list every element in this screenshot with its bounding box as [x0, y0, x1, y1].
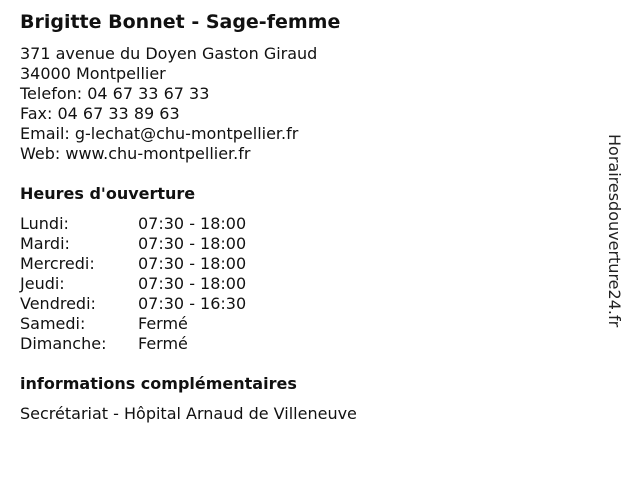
- day-label: Lundi:: [20, 214, 69, 233]
- day-label: Mardi:: [20, 234, 70, 253]
- hours-value: 07:30 - 18:00: [138, 254, 247, 273]
- address-city: 34000 Montpellier: [20, 64, 166, 83]
- additional-info-heading: informations complémentaires: [20, 374, 297, 393]
- day-label: Samedi:: [20, 314, 86, 333]
- hours-row-tuesday: [20, 234, 340, 254]
- contact-block: [20, 44, 317, 164]
- hours-value: 07:30 - 18:00: [138, 234, 247, 253]
- email-address: Email: g-lechat@chu-montpellier.fr: [20, 124, 299, 143]
- additional-info-text: Secrétariat - Hôpital Arnaud de Villeneuve: [20, 404, 357, 423]
- site-watermark: Horairesdouverture24.fr: [605, 134, 624, 328]
- hours-value: Fermé: [138, 334, 188, 353]
- phone-number: Telefon: 04 67 33 67 33: [20, 84, 210, 103]
- address-street: 371 avenue du Doyen Gaston Giraud: [20, 44, 318, 63]
- hours-value: 07:30 - 18:00: [138, 274, 247, 293]
- hours-row-sunday: [20, 334, 340, 354]
- hours-value: Fermé: [138, 314, 188, 333]
- opening-hours-table: [20, 214, 340, 354]
- page-title: Brigitte Bonnet - Sage-femme: [20, 11, 341, 33]
- opening-hours-heading: Heures d'ouverture: [20, 184, 196, 203]
- fax-number: Fax: 04 67 33 89 63: [20, 104, 180, 123]
- day-label: Vendredi:: [20, 294, 96, 313]
- hours-row-saturday: [20, 314, 340, 334]
- day-label: Dimanche:: [20, 334, 107, 353]
- hours-row-monday: [20, 214, 340, 234]
- hours-row-thursday: [20, 274, 340, 294]
- hours-row-friday: [20, 294, 340, 314]
- day-label: Mercredi:: [20, 254, 95, 273]
- day-label: Jeudi:: [20, 274, 65, 293]
- hours-value: 07:30 - 16:30: [138, 294, 247, 313]
- hours-value: 07:30 - 18:00: [138, 214, 247, 233]
- website-address: Web: www.chu-montpellier.fr: [20, 144, 251, 163]
- hours-row-wednesday: [20, 254, 340, 274]
